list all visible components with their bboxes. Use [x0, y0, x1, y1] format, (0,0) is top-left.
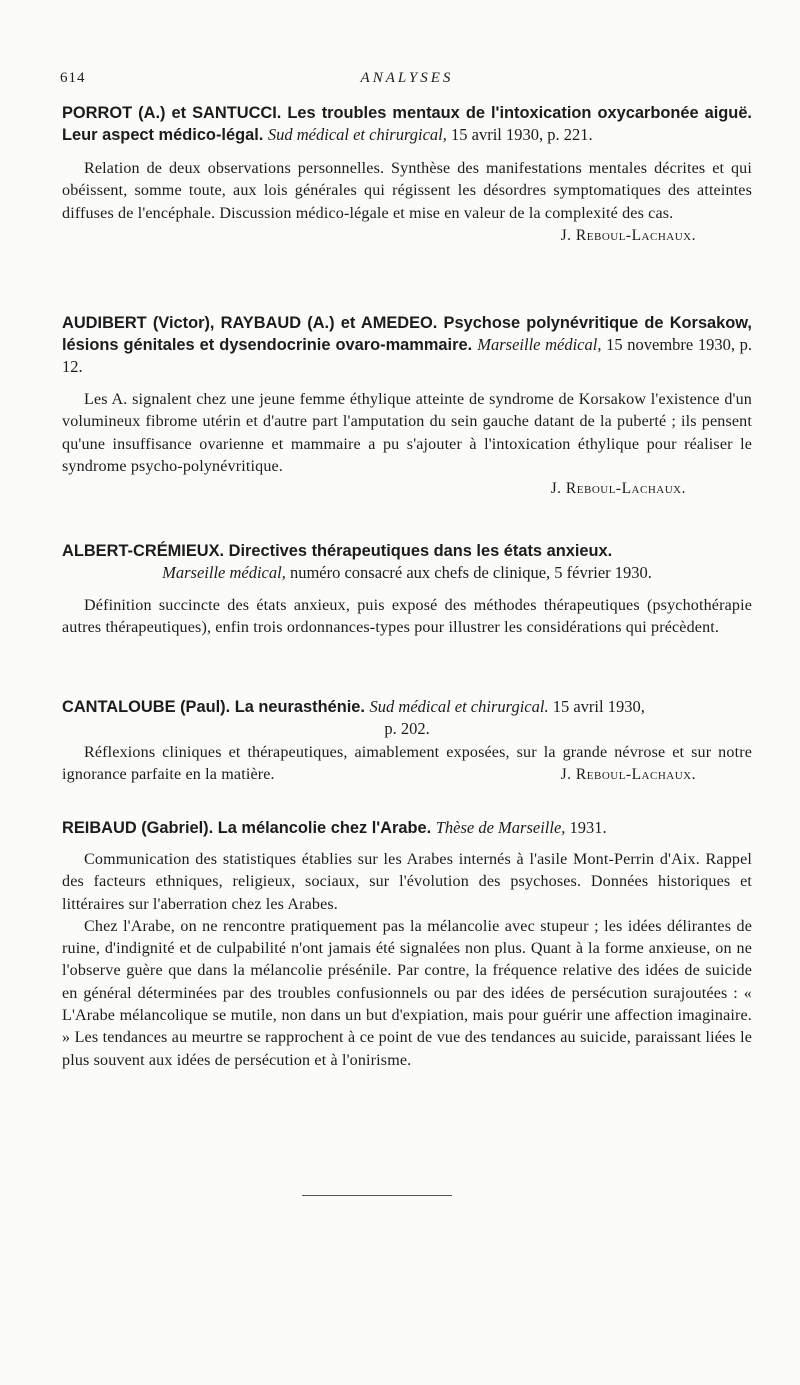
entry-reibaud: [62, 817, 752, 1072]
entry-source: [62, 562, 752, 584]
signature-text: J. Reboul-Lachaux.: [560, 766, 696, 784]
entry-heading: [62, 540, 752, 584]
entry-ref: 15 avril 1930,: [552, 697, 645, 716]
entry-title: Psychose polynévritique de Korsakow, lésions génitales et dysendocrinie ovaro-mammaire.: [62, 314, 752, 354]
entry-heading: [62, 102, 752, 146]
entry-source: [370, 697, 645, 716]
entry-heading: [62, 696, 752, 740]
entry-heading: [62, 817, 752, 839]
entry-porrot: [62, 102, 752, 247]
entry-audibert: [62, 312, 752, 500]
entry-heading: [62, 312, 752, 378]
entry-ref: 1931.: [569, 818, 607, 837]
entry-title: La mélancolie chez l'Arabe.: [217, 819, 432, 837]
entry-authors: AUDIBERT (Victor), RAYBAUD (A.) et AMEDEO.: [62, 314, 438, 332]
entry-abstract-continued: Chez l'Arabe, on ne rencontre pratiquement pas la mélancolie avec stupeur ; les idées délirantes de ruine, d'indignité et de culpabilité n'ont jamais été signalées non plus. Quant à la forme anxieuse, on ne l'observe guère que dans la mélancolie présénile. Par contre, la fréquence relative des idées de suicide en général déterminées par des troubles confusionnels ou par des idées de persécution surajoutées : « L'Arabe mélancolique se mutile, non dans un but d'expiation, mais pour guérir une affection imaginaire. » Les tendances au meurtre se rapprochent à ce point de vue des tendances au suicide, paraissant liées le plus souvent aux idées de persécution et à l'onirisme.: [62, 917, 752, 1069]
entry-signature: [539, 764, 696, 786]
entry-source: [436, 818, 607, 837]
entry-signature: [539, 225, 696, 247]
signature-text: J. Reboul-Lachaux.: [560, 226, 696, 244]
entry-source: [268, 125, 593, 144]
entry-journal: Sud médical et chirurgical.: [369, 697, 549, 716]
entry-title: Directives thérapeutiques dans les états anxieux.: [228, 542, 613, 560]
page-number: 614: [60, 70, 86, 86]
entry-albert-cremieux: [62, 540, 752, 640]
entry-title: La neurasthénie.: [234, 698, 365, 716]
entry-ref: numéro consacré aux chefs de clinique, 5 février 1930.: [289, 563, 652, 582]
entry-authors: REIBAUD (Gabriel).: [62, 819, 214, 837]
entry-ref: 15 avril 1930, p. 221.: [451, 125, 593, 144]
entry-abstract: Les A. signalent chez une jeune femme éthylique atteinte de syndrome de Korsakow l'existence d'un volumineux fibrome utérin et d'autre part l'amputation du sein gauche datant de la puberté ; ils pensent qu'une insuffisance ovarienne et mammaire a pu s'ajouter à l'intoxication éthylique pour réaliser le syndrome psycho-polynévritique.: [62, 391, 752, 475]
running-title: ANALYSES: [360, 70, 454, 86]
entry-abstract: Définition succincte des états anxieux, puis exposé des méthodes thérapeutiques (psychothérapie autres thérapeutiques), enfin trois ordonnances-types pour illustrer les considérations qui précèdent.: [62, 597, 752, 637]
entry-journal: Thèse de Marseille,: [435, 818, 566, 837]
entry-abstract: Communication des statistiques établies sur les Arabes internés à l'asile Mont-Perrin d'Aix. Rappel des facteurs ethniques, religieux, sociaux, sur l'évolution des psychoses. Données historiques et littéraires sur l'aberration chez les Arabes.: [62, 851, 752, 913]
entry-title: Les troubles mentaux de l'intoxication oxycarbonée aiguë. Leur aspect médico-légal.: [62, 104, 752, 144]
entry-authors: ALBERT-CRÉMIEUX.: [62, 542, 225, 560]
abstract-text: Relation de deux observations personnelles. Synthèse des manifestations mentales décrites et qui obéissent, somme toute, aux lois générales qui régissent les désordres symptomatiques des atteintes diffuses de l'encéphale. Discussion médico-légale et mise en valeur de la complexité des cas.: [62, 160, 752, 222]
entry-authors: PORROT (A.) et SANTUCCI.: [62, 104, 282, 122]
running-head: [62, 70, 752, 92]
abstract-text: Réflexions cliniques et thérapeutiques, aimablement exposées, sur la grande névrose et sur notre ignorance parfaite en la matière.: [62, 744, 752, 784]
entry-cantaloube: [62, 696, 752, 787]
entry-ref: 15 novembre 1930, p. 12.: [62, 335, 753, 376]
signature-text: J. Reboul-Lachaux.: [550, 480, 686, 498]
entry-journal: Marseille médical,: [162, 563, 286, 582]
entry-abstract: [62, 742, 752, 787]
entry-abstract: [62, 158, 752, 244]
entry-signature: [62, 478, 686, 500]
end-rule: [302, 1195, 452, 1196]
entry-journal: Marseille médical,: [477, 335, 602, 354]
entry-authors: CANTALOUBE (Paul).: [62, 698, 231, 716]
entry-ref-page: p. 202.: [384, 719, 430, 738]
entry-journal: Sud médical et chirurgical,: [267, 125, 447, 144]
